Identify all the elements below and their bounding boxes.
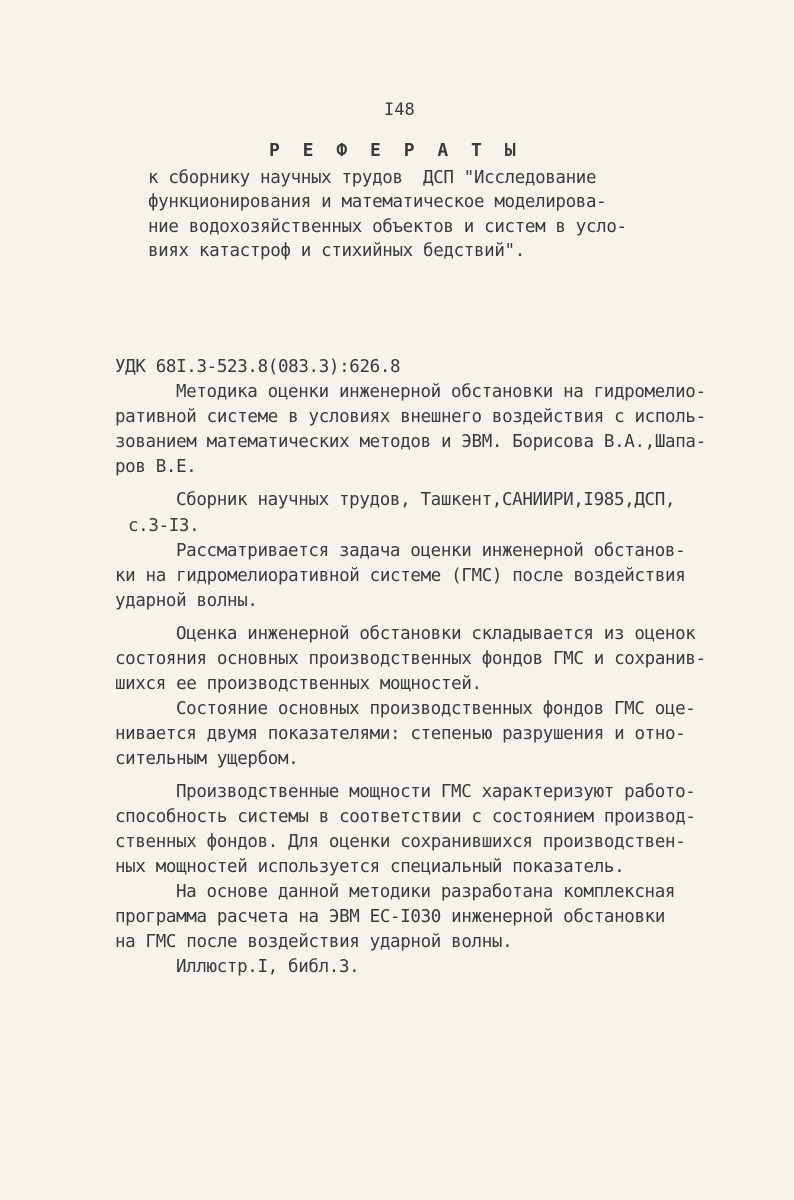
abstract-paragraph-line: Производственные мощности ГМС характеризуют работо- bbox=[176, 782, 696, 802]
abstract-paragraph-line: на ГМС после воздействия ударной волны. bbox=[115, 932, 513, 952]
page-number: I48 bbox=[384, 100, 415, 120]
abstract-paragraph-line: Состояние основных производственных фондов ГМС оце- bbox=[176, 699, 696, 719]
source-line: Сборник научных трудов, Ташкент,САНИИРИ,I985,ДСП, bbox=[176, 490, 676, 510]
abstract-paragraph-line: шихся ее производственных мощностей. bbox=[115, 674, 482, 694]
illustrations-note: Иллюстр.I, библ.3. bbox=[176, 957, 360, 977]
udk-code: УДК 68I.3-523.8(083.3):626.8 bbox=[115, 357, 401, 377]
subtitle-line: виях катастроф и стихийных бедствий". bbox=[148, 241, 525, 261]
abstract-paragraph-line: сительным ущербом. bbox=[115, 749, 299, 769]
abstract-paragraph-line: программа расчета на ЭВМ ЕС-I030 инженерной обстановки bbox=[115, 907, 666, 927]
abstract-paragraph-line: ударной волны. bbox=[115, 591, 258, 611]
subtitle-line: к сборнику научных трудов ДСП "Исследование bbox=[148, 168, 597, 188]
abstract-title-line: Методика оценки инженерной обстановки на гидромелио- bbox=[176, 382, 706, 402]
abstract-paragraph-line: Рассматривается задача оценки инженерной обстанов- bbox=[176, 541, 686, 561]
subtitle-line: ние водохозяйственных объектов и систем в усло- bbox=[148, 217, 627, 237]
abstract-paragraph-line: нивается двумя показателями: степенью разрушения и отно- bbox=[115, 724, 686, 744]
abstract-paragraph-line: состояния основных производственных фондов ГМС и сохранив- bbox=[115, 649, 706, 669]
abstract-title-line: ров В.Е. bbox=[115, 457, 197, 477]
abstract-paragraph-line: способность системы в соответствии с состоянием производ- bbox=[115, 807, 696, 827]
abstract-paragraph-line: Оценка инженерной обстановки складывается из оценок bbox=[176, 624, 696, 644]
abstract-paragraph-line: ки на гидромелиоративной системе (ГМС) после воздействия bbox=[115, 566, 686, 586]
abstract-paragraph-line: ных мощностей используется специальный показатель. bbox=[115, 857, 625, 877]
source-line: с.3-I3. bbox=[128, 516, 200, 536]
subtitle-line: функционирования и математическое моделирова- bbox=[148, 192, 607, 212]
abstract-title-line: ративной системе в условиях внешнего воздействия с исполь- bbox=[115, 407, 706, 427]
abstract-title-line: зованием математических методов и ЭВМ. Борисова В.А.,Шапа- bbox=[115, 432, 706, 452]
abstract-paragraph-line: На основе данной методики разработана комплексная bbox=[176, 882, 676, 902]
abstract-paragraph-line: ственных фондов. Для оценки сохранившихся производствен- bbox=[115, 832, 686, 852]
heading: Р Е Ф Е Р А Т Ы bbox=[269, 140, 522, 161]
